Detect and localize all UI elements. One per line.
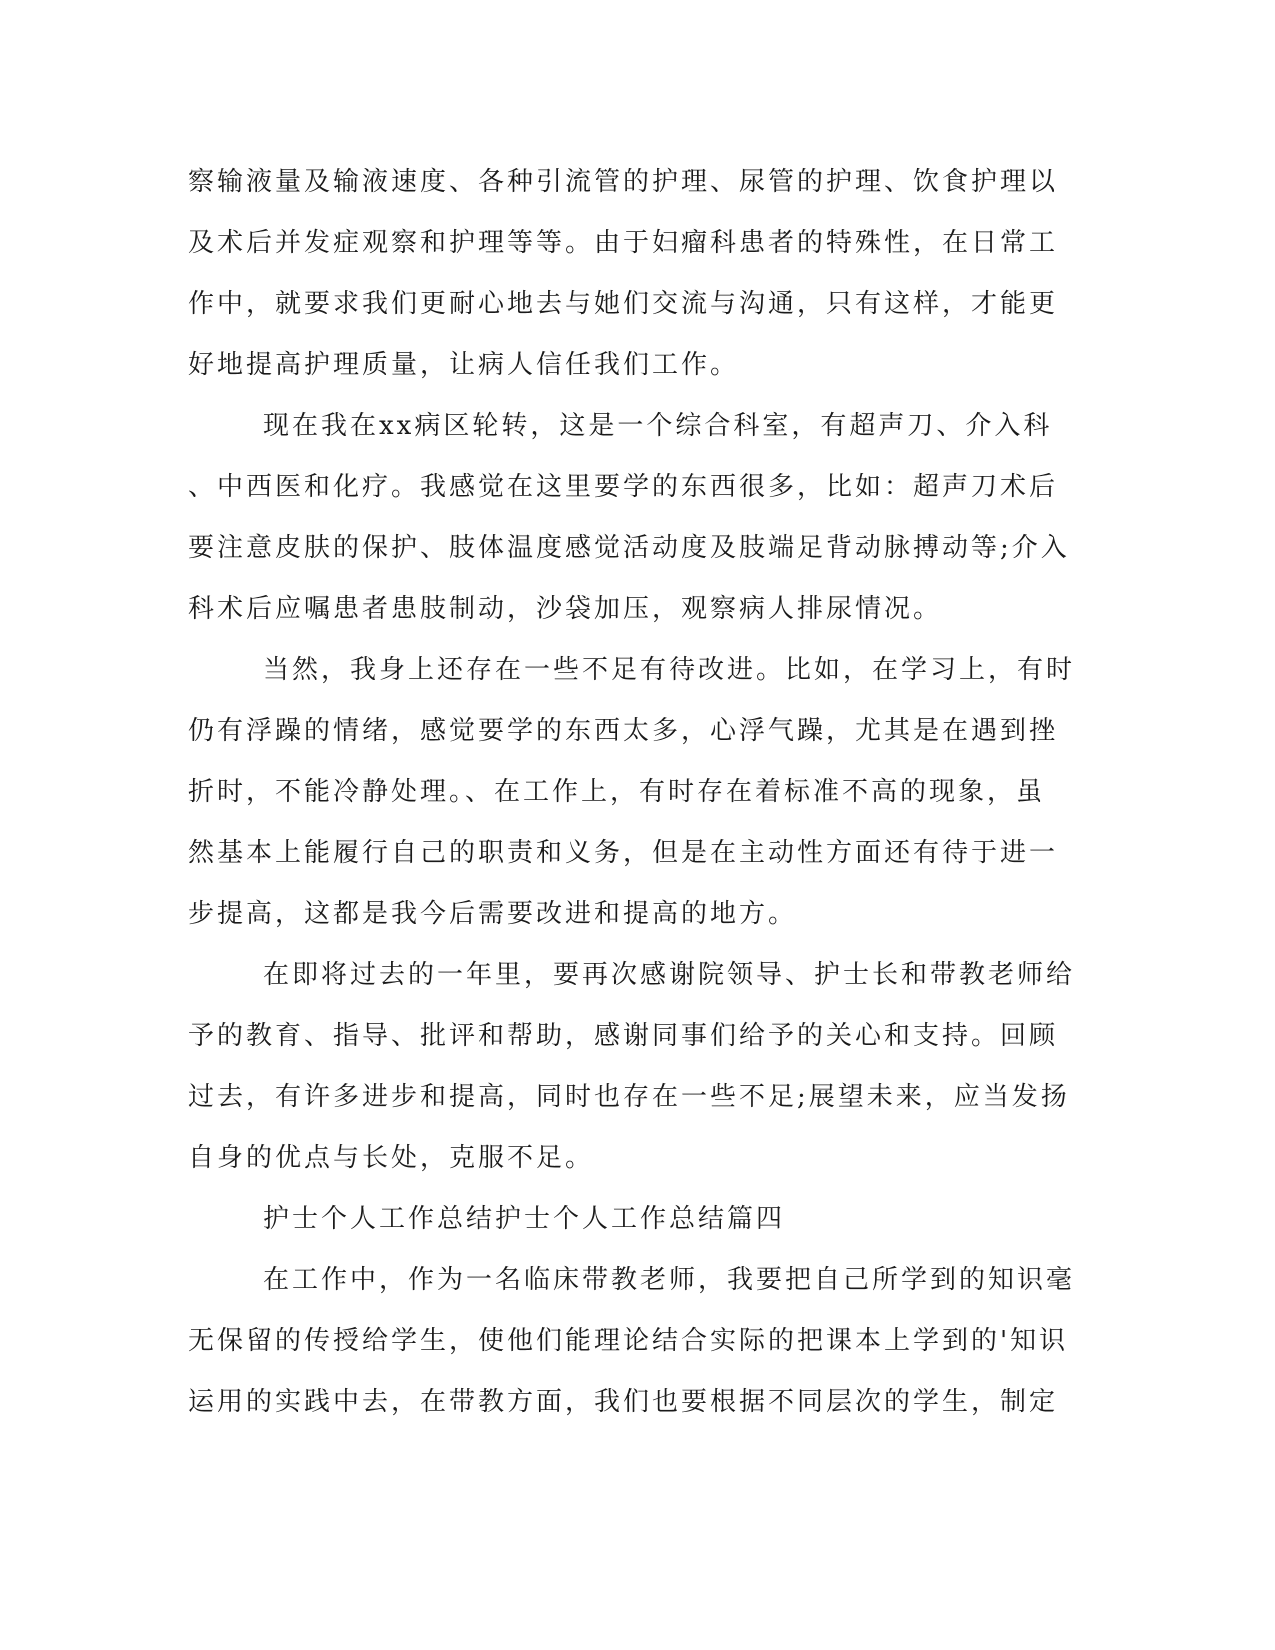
- text-line: 及术后并发症观察和护理等等。由于妇瘤科患者的特殊性，在日常工: [188, 228, 1059, 258]
- text-line: 过去，有许多进步和提高，同时也存在一些不足;展望未来，应当发扬: [188, 1082, 1070, 1112]
- paragraph-first-line: 现在我在xx病区轮转，这是一个综合科室，有超声刀、介入科: [263, 411, 1053, 441]
- document-body: [188, 162, 1076, 1443]
- paragraph-first-line: 在即将过去的一年里，要再次感谢院领导、护士长和带教老师给: [263, 960, 1076, 990]
- text-line: 折时，不能冷静处理。、在工作上，有时存在着标准不高的现象，虽: [188, 777, 1046, 807]
- text-line: 运用的实践中去，在带教方面，我们也要根据不同层次的学生，制定: [188, 1387, 1059, 1417]
- paragraph-first-line: 护士个人工作总结护士个人工作总结篇四: [263, 1204, 786, 1234]
- text-line: 、中西医和化疗。我感觉在这里要学的东西很多，比如：超声刀术后: [188, 472, 1059, 502]
- text-line: 作中，就要求我们更耐心地去与她们交流与沟通，只有这样，才能更: [188, 289, 1059, 319]
- text-line: 予的教育、指导、批评和帮助，感谢同事们给予的关心和支持。回顾: [188, 1021, 1059, 1051]
- text-line: 无保留的传授给学生，使他们能理论结合实际的把课本上学到的'知识: [188, 1326, 1069, 1356]
- text-line: 然基本上能履行自己的职责和义务，但是在主动性方面还有待于进一: [188, 838, 1059, 868]
- paragraph-first-line: 当然，我身上还存在一些不足有待改进。比如，在学习上，有时: [263, 655, 1076, 685]
- text-line: 科术后应嘱患者患肢制动，沙袋加压，观察病人排尿情况。: [188, 594, 943, 624]
- paragraph-first-line: 在工作中，作为一名临床带教老师，我要把自己所学到的知识毫: [263, 1265, 1076, 1295]
- text-line: 自身的优点与长处，克服不足。: [188, 1143, 595, 1173]
- text-line: 要注意皮肤的保护、肢体温度感觉活动度及肢端足背动脉搏动等;介入: [188, 533, 1070, 563]
- text-line: 仍有浮躁的情绪，感觉要学的东西太多，心浮气躁，尤其是在遇到挫: [188, 716, 1059, 746]
- text-line: 步提高，这都是我今后需要改进和提高的地方。: [188, 899, 798, 929]
- text-line: 察输液量及输液速度、各种引流管的护理、尿管的护理、饮食护理以: [188, 167, 1059, 197]
- text-line: 好地提高护理质量，让病人信任我们工作。: [188, 350, 740, 380]
